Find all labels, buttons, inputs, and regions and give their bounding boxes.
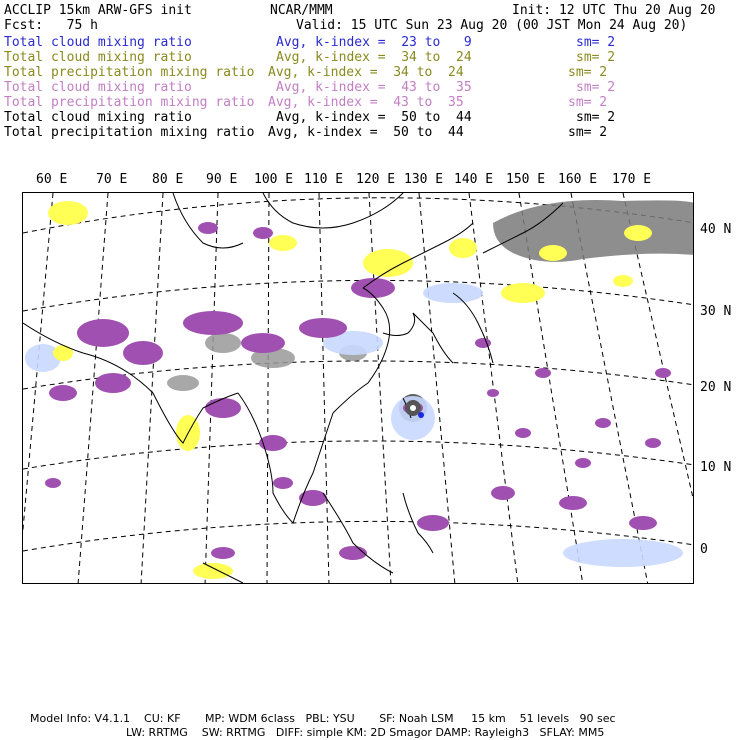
legend-field: Total cloud mixing ratio bbox=[4, 80, 192, 95]
legend-sm: sm= 2 bbox=[576, 35, 616, 50]
legend-sm: sm= 2 bbox=[568, 65, 608, 80]
lat-label: 10 N bbox=[700, 460, 732, 475]
lon-label: 60 E bbox=[36, 172, 68, 187]
legend-field: Total precipitation mixing ratio bbox=[4, 125, 255, 140]
forecast-map bbox=[22, 192, 694, 584]
legend-avg: Avg, k-index = 50 to 44 bbox=[268, 125, 464, 140]
cloud-gray bbox=[167, 200, 694, 422]
model-title: ACCLIP 15km ARW-GFS init bbox=[4, 3, 192, 18]
legend-avg: Avg, k-index = 34 to 24 bbox=[276, 50, 472, 65]
legend-avg: Avg, k-index = 43 to 35 bbox=[268, 95, 464, 110]
legend-avg: Avg, k-index = 23 to 9 bbox=[276, 35, 472, 50]
lon-label: 160 E bbox=[558, 172, 598, 187]
lon-label: 130 E bbox=[404, 172, 444, 187]
legend-avg: Avg, k-index = 50 to 44 bbox=[276, 110, 472, 125]
legend-sm: sm= 2 bbox=[576, 50, 616, 65]
legend-avg: Avg, k-index = 43 to 35 bbox=[276, 80, 472, 95]
legend-sm: sm= 2 bbox=[576, 110, 616, 125]
lon-label: 100 E bbox=[254, 172, 294, 187]
lon-label: 170 E bbox=[612, 172, 652, 187]
legend-field: Total precipitation mixing ratio bbox=[4, 65, 255, 80]
lat-label: 20 N bbox=[700, 380, 732, 395]
lon-label: 70 E bbox=[96, 172, 128, 187]
lat-label: 0 bbox=[700, 542, 708, 557]
map-canvas bbox=[23, 193, 694, 584]
lon-label: 150 E bbox=[506, 172, 546, 187]
legend-sm: sm= 2 bbox=[576, 80, 616, 95]
model-info-line1: Model Info: V4.1.1 CU: KF MP: WDM 6class PBL: YSU SF: Noah LSM 15 km 51 levels 90 sec bbox=[30, 712, 616, 725]
lon-label: 140 E bbox=[454, 172, 494, 187]
cloud-purple bbox=[45, 222, 671, 560]
legend-avg: Avg, k-index = 34 to 24 bbox=[268, 65, 464, 80]
lon-label: 120 E bbox=[356, 172, 396, 187]
org-label: NCAR/MMM bbox=[270, 3, 333, 18]
lon-label: 80 E bbox=[152, 172, 184, 187]
legend-field: Total cloud mixing ratio bbox=[4, 110, 192, 125]
forecast-hour: Fcst: 75 h bbox=[4, 18, 98, 33]
lon-label: 90 E bbox=[206, 172, 238, 187]
legend-field: Total cloud mixing ratio bbox=[4, 35, 192, 50]
lon-label: 110 E bbox=[304, 172, 344, 187]
valid-time: Valid: 15 UTC Sun 23 Aug 20 (00 JST Mon 24 Aug 20) bbox=[296, 18, 688, 33]
legend-sm: sm= 2 bbox=[568, 95, 608, 110]
lat-label: 30 N bbox=[700, 304, 732, 319]
init-time: Init: 12 UTC Thu 20 Aug 20 bbox=[512, 3, 716, 18]
legend-field: Total cloud mixing ratio bbox=[4, 50, 192, 65]
legend-sm: sm= 2 bbox=[568, 125, 608, 140]
lat-label: 40 N bbox=[700, 222, 732, 237]
legend-field: Total precipitation mixing ratio bbox=[4, 95, 255, 110]
model-info-line2: LW: RRTMG SW: RRTMG DIFF: simple KM: 2D Smagor DAMP: Rayleigh3 SFLAY: MM5 bbox=[126, 726, 605, 739]
cloud-yellow bbox=[48, 201, 652, 579]
